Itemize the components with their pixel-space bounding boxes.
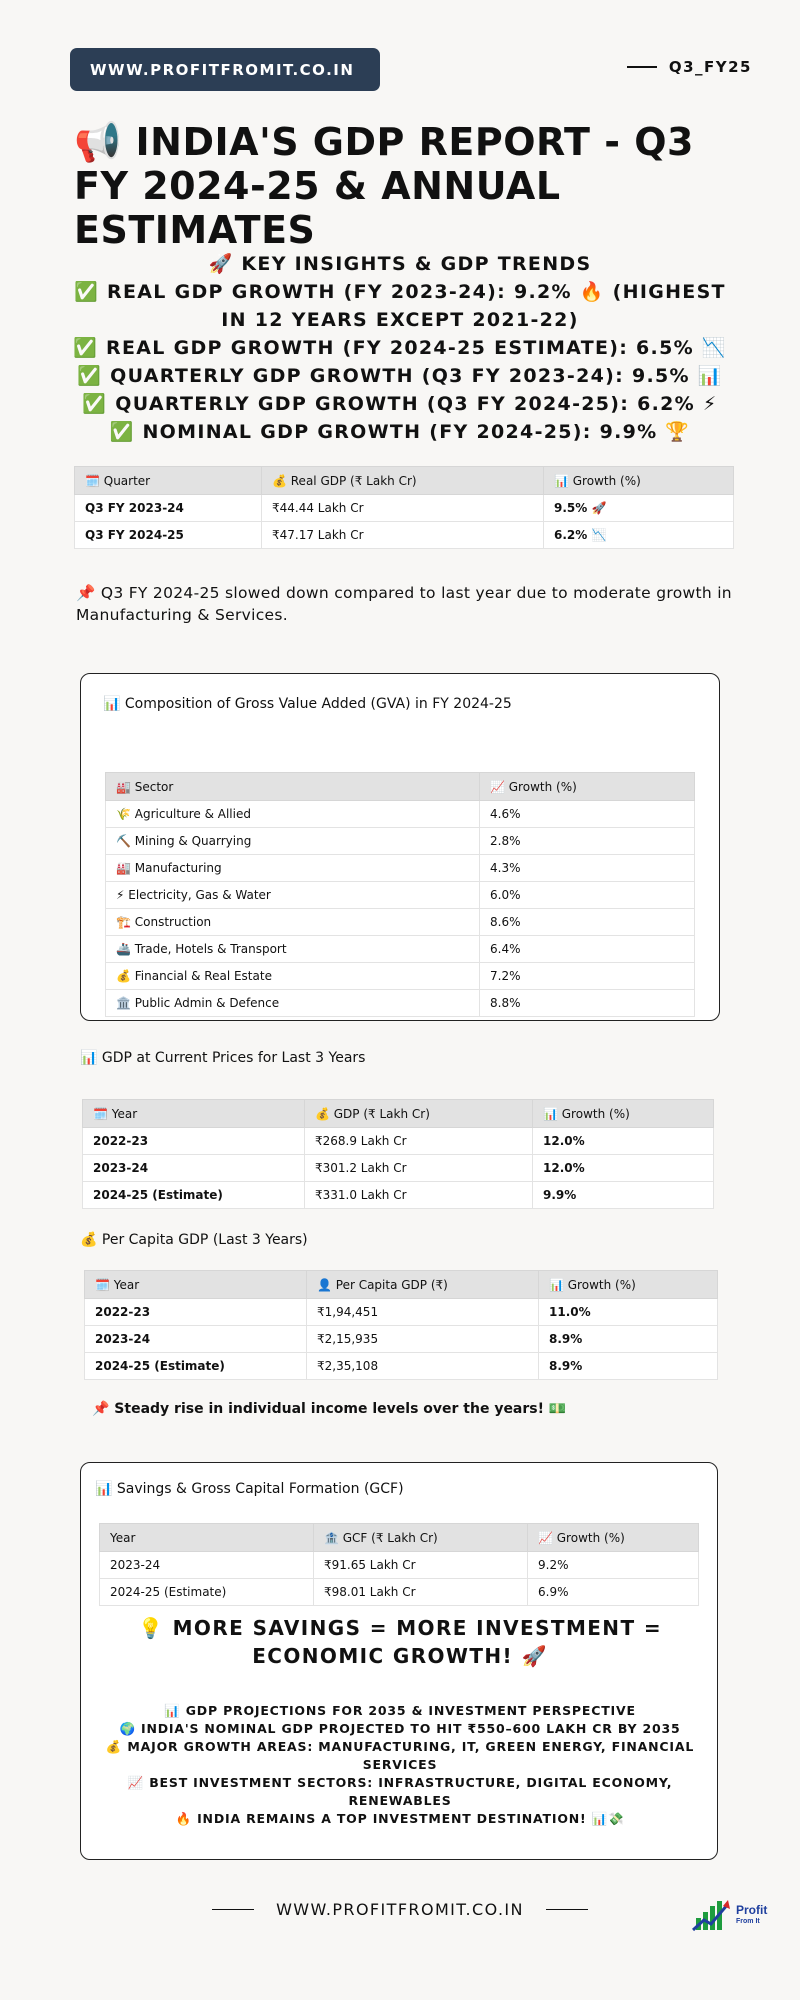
table-row [100, 1579, 699, 1606]
current-prices-table [82, 1099, 714, 1209]
table-cell: ⛏️ Mining & Quarrying [106, 828, 480, 855]
footer-divider [546, 1909, 588, 1911]
table-cell: 6.9% [528, 1579, 699, 1606]
table-header-row [83, 1100, 714, 1128]
footer [205, 1900, 595, 1919]
current-prices-title: 📊 GDP at Current Prices for Last 3 Years [80, 1050, 366, 1066]
per-capita-table-wrap [84, 1270, 718, 1380]
per-capita-note: 📌 Steady rise in individual income levels over the years! 💵 [92, 1401, 567, 1417]
table-row [100, 1552, 699, 1579]
table-row [85, 1326, 718, 1353]
gva-card [80, 673, 720, 1021]
table-row [75, 495, 734, 522]
table-header-row [100, 1524, 699, 1552]
table-row [106, 855, 695, 882]
table-header-row [75, 467, 734, 495]
table-cell: 🏛️ Public Admin & Defence [106, 990, 480, 1017]
table-row [106, 963, 695, 990]
column-header: 📊 Growth (%) [544, 467, 734, 495]
insight-item: ✅ REAL GDP GROWTH (FY 2024-25 ESTIMATE): 6.5% 📉 [73, 337, 727, 359]
column-header: 📈 Growth (%) [528, 1524, 699, 1552]
projections [96, 1702, 704, 1828]
table-cell: 2023-24 [83, 1155, 305, 1182]
table-cell: 🏗️ Construction [106, 909, 480, 936]
brand-logo [692, 1896, 782, 1936]
projection-item: 🌍 INDIA'S NOMINAL GDP PROJECTED TO HIT ₹550–600 LAKH CR BY 2035 [119, 1721, 681, 1736]
table-cell: 8.9% [539, 1326, 718, 1353]
savings-table-wrap [99, 1523, 699, 1606]
projection-item: 📈 BEST INVESTMENT SECTORS: INFRASTRUCTURE, DIGITAL ECONOMY, RENEWABLES [127, 1775, 673, 1808]
table-row [106, 936, 695, 963]
table-row [106, 990, 695, 1017]
column-header: 🏭 Sector [106, 773, 480, 801]
logo-sub: From It [736, 1918, 760, 1925]
table-cell: ₹47.17 Lakh Cr [262, 522, 544, 549]
column-header: 👤 Per Capita GDP (₹) [307, 1271, 539, 1299]
table-row [85, 1299, 718, 1326]
table-header-row [106, 773, 695, 801]
table-cell: 12.0% [533, 1155, 714, 1182]
column-header: 📊 Growth (%) [533, 1100, 714, 1128]
table-cell: 2024-25 (Estimate) [100, 1579, 314, 1606]
table-cell: 2023-24 [100, 1552, 314, 1579]
table-cell: 6.2% 📉 [544, 522, 734, 549]
table-cell: ₹98.01 Lakh Cr [314, 1579, 528, 1606]
table-cell: ₹2,15,935 [307, 1326, 539, 1353]
table-cell: 9.9% [533, 1182, 714, 1209]
chart-arrow-icon [692, 1898, 732, 1934]
table-cell: ⚡ Electricity, Gas & Water [106, 882, 480, 909]
tag-text: Q3_FY25 [668, 58, 752, 76]
insight-item: ✅ REAL GDP GROWTH (FY 2023-24): 9.2% 🔥 (HIGHEST IN 12 YEARS EXCEPT 2021-22) [74, 281, 726, 331]
table-cell: 8.6% [480, 909, 695, 936]
table-cell: 9.5% 🚀 [544, 495, 734, 522]
site-url-badge[interactable] [70, 48, 380, 91]
table-cell: Q3 FY 2023-24 [75, 495, 262, 522]
column-header: 📈 Growth (%) [480, 773, 695, 801]
current-prices-table-wrap [82, 1099, 714, 1209]
table-cell: 2024-25 (Estimate) [83, 1182, 305, 1209]
table-row [106, 828, 695, 855]
key-insights [60, 250, 740, 446]
column-header: 🗓️ Year [85, 1271, 307, 1299]
column-header: 💰 GDP (₹ Lakh Cr) [305, 1100, 533, 1128]
table-cell: 6.4% [480, 936, 695, 963]
column-header: 📊 Growth (%) [539, 1271, 718, 1299]
table-header-row [85, 1271, 718, 1299]
page-title: 📢 INDIA'S GDP REPORT - Q3 FY 2024-25 & ANNUAL ESTIMATES [74, 120, 694, 252]
table-cell: 🏭 Manufacturing [106, 855, 480, 882]
logo-main: Profit [736, 1903, 768, 1917]
table-cell: 9.2% [528, 1552, 699, 1579]
slowdown-note: 📌 Q3 FY 2024-25 slowed down compared to last year due to moderate growth in Manufacturing & Services. [76, 584, 732, 624]
projection-item: 💰 MAJOR GROWTH AREAS: MANUFACTURING, IT, GREEN ENERGY, FINANCIAL SERVICES [105, 1739, 695, 1772]
table-cell: ₹2,35,108 [307, 1353, 539, 1380]
table-cell: 4.3% [480, 855, 695, 882]
column-header: Year [100, 1524, 314, 1552]
table-cell: 8.9% [539, 1353, 718, 1380]
table-cell: ₹268.9 Lakh Cr [305, 1128, 533, 1155]
table-cell: 🚢 Trade, Hotels & Transport [106, 936, 480, 963]
table-cell: ₹301.2 Lakh Cr [305, 1155, 533, 1182]
savings-title: 📊 Savings & Gross Capital Formation (GCF) [95, 1481, 404, 1497]
table-cell: 11.0% [539, 1299, 718, 1326]
table-row [106, 909, 695, 936]
savings-conclusion: 💡 MORE SAVINGS = MORE INVESTMENT = ECONOMIC GROWTH! 🚀 [137, 1616, 663, 1668]
table-cell: ₹44.44 Lakh Cr [262, 495, 544, 522]
table-cell: 🌾 Agriculture & Allied [106, 801, 480, 828]
table-row [83, 1155, 714, 1182]
report-tag [627, 58, 752, 76]
gva-table [105, 772, 695, 1017]
insight-item: ✅ QUARTERLY GDP GROWTH (Q3 FY 2023-24): 9.5% 📊 [77, 365, 723, 387]
footer-site-link[interactable]: WWW.PROFITFROMIT.CO.IN [276, 1900, 524, 1919]
per-capita-title: 💰 Per Capita GDP (Last 3 Years) [80, 1232, 308, 1248]
table-cell: 2024-25 (Estimate) [85, 1353, 307, 1380]
table-cell: Q3 FY 2024-25 [75, 522, 262, 549]
per-capita-table [84, 1270, 718, 1380]
gva-table-wrap [105, 772, 695, 1017]
table-row [83, 1128, 714, 1155]
table-cell: ₹91.65 Lakh Cr [314, 1552, 528, 1579]
projections-heading: 📊 GDP PROJECTIONS FOR 2035 & INVESTMENT PERSPECTIVE [164, 1703, 636, 1718]
table-row [106, 801, 695, 828]
column-header: 💰 Real GDP (₹ Lakh Cr) [262, 467, 544, 495]
table-cell: 2022-23 [83, 1128, 305, 1155]
table-cell: ₹331.0 Lakh Cr [305, 1182, 533, 1209]
gva-title: 📊 Composition of Gross Value Added (GVA) in FY 2024-25 [103, 696, 512, 712]
table-row [83, 1182, 714, 1209]
table-cell: 2023-24 [85, 1326, 307, 1353]
table-cell: 2022-23 [85, 1299, 307, 1326]
table-cell: 2.8% [480, 828, 695, 855]
table-cell: 💰 Financial & Real Estate [106, 963, 480, 990]
table-row [106, 882, 695, 909]
table-cell: 6.0% [480, 882, 695, 909]
table-cell: 7.2% [480, 963, 695, 990]
table-cell: 12.0% [533, 1128, 714, 1155]
insights-heading: 🚀 KEY INSIGHTS & GDP TRENDS [208, 253, 592, 275]
projection-item: 🔥 INDIA REMAINS A TOP INVESTMENT DESTINATION! 📊💸 [175, 1811, 625, 1826]
site-url-text: WWW.PROFITFROMIT.CO.IN [90, 60, 355, 79]
table-cell: 4.6% [480, 801, 695, 828]
footer-divider [212, 1909, 254, 1911]
insight-item: ✅ QUARTERLY GDP GROWTH (Q3 FY 2024-25): 6.2% ⚡ [82, 393, 718, 415]
table-row [75, 522, 734, 549]
table-cell: ₹1,94,451 [307, 1299, 539, 1326]
savings-table [99, 1523, 699, 1606]
column-header: 🗓️ Quarter [75, 467, 262, 495]
logo-text [736, 1904, 767, 1928]
table-cell: 8.8% [480, 990, 695, 1017]
column-header: 🗓️ Year [83, 1100, 305, 1128]
quarter-table-wrap [74, 466, 734, 549]
table-row [85, 1353, 718, 1380]
quarter-table [74, 466, 734, 549]
insight-item: ✅ NOMINAL GDP GROWTH (FY 2024-25): 9.9% 🏆 [109, 421, 691, 443]
column-header: 🏦 GCF (₹ Lakh Cr) [314, 1524, 528, 1552]
tag-divider [627, 66, 657, 68]
